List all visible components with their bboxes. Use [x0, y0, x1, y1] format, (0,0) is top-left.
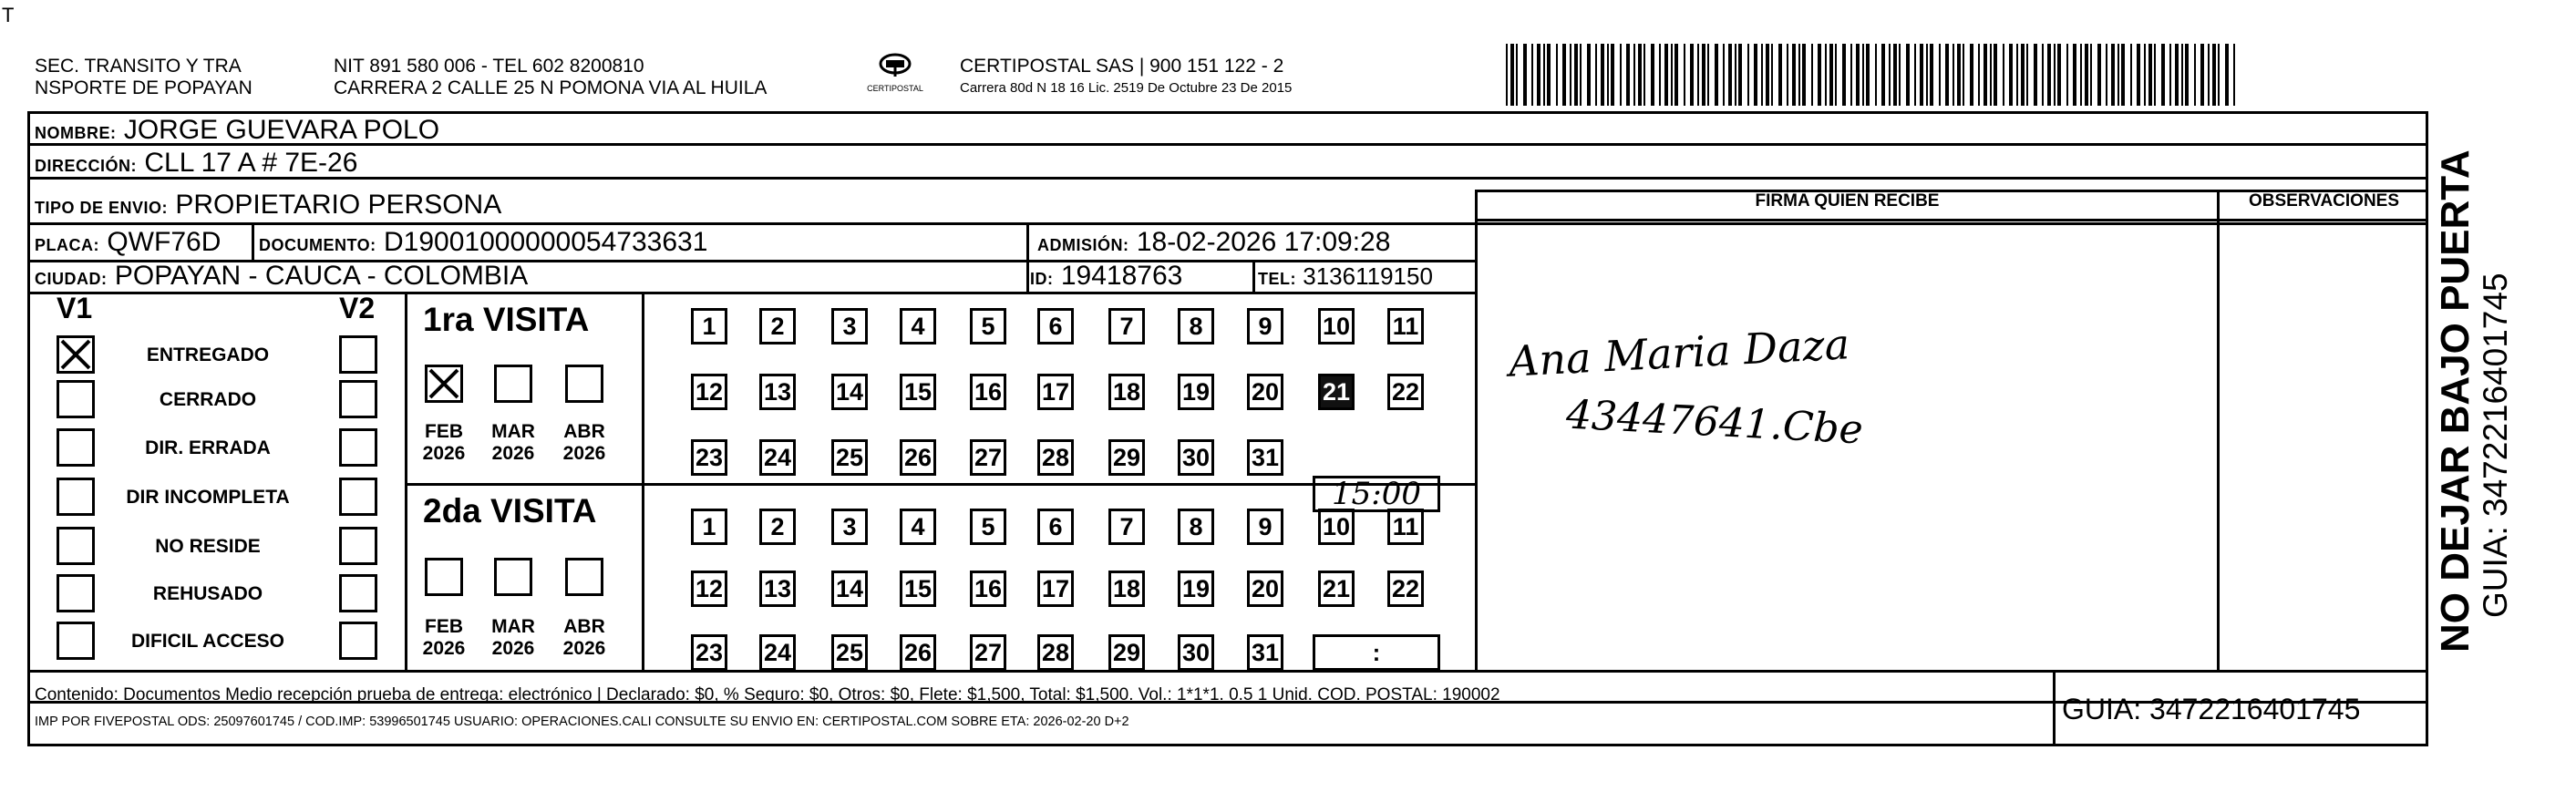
barcode-bar: [1984, 44, 1987, 106]
placa-value: QWF76D: [107, 227, 222, 257]
second-visit-month-abr[interactable]: [565, 558, 603, 596]
v2-checkbox-dir-incompleta[interactable]: [339, 478, 377, 516]
second-visit-title: 2da VISITA: [423, 492, 597, 530]
barcode-bar: [1651, 44, 1654, 106]
barcode-bar: [1659, 44, 1661, 106]
second-visit-day-3[interactable]: 3: [831, 509, 868, 545]
side-text: [2434, 149, 2514, 653]
barcode-bar: [2225, 44, 2229, 106]
barcode-bar: [1754, 44, 1757, 106]
first-visit-day-23[interactable]: 23: [691, 439, 727, 476]
first-visit-day-26[interactable]: 26: [900, 439, 936, 476]
barcode-bar: [2161, 44, 2165, 106]
ciudad-label: CIUDAD:: [35, 270, 108, 288]
status-label-entregado: ENTREGADO: [146, 344, 270, 365]
second-visit-day-27[interactable]: 27: [970, 634, 1006, 671]
second-visit-day-4[interactable]: 4: [900, 509, 936, 545]
barcode-bar: [2144, 44, 2146, 106]
barcode-bar: [1671, 44, 1673, 106]
second-visit-day-5[interactable]: 5: [970, 509, 1006, 545]
barcode-bar: [1787, 44, 1788, 106]
barcode-bar: [2026, 44, 2028, 106]
barcode-bar: [1607, 44, 1609, 106]
v1-checkbox-dir-errada[interactable]: [57, 428, 95, 467]
first-visit-day-20[interactable]: 20: [1247, 374, 1283, 410]
footer-contenido: Contenido: Documentos Medio recepción prueba de entrega: electrónico | Declarado: $0, % Seguro: $0, Otros: $0, Flete: $1,500, Total: $1,500. Vol.: 1*1*1. 0.5 1 Unid. COD. POSTAL: 190002: [35, 685, 1500, 704]
barcode-bar: [1574, 44, 1578, 106]
first-visit-day-27[interactable]: 27: [970, 439, 1006, 476]
second-visit-day-19[interactable]: 19: [1178, 571, 1214, 607]
first-visit-day-5[interactable]: 5: [970, 308, 1006, 344]
second-visit-day-6[interactable]: 6: [1037, 509, 1074, 545]
barcode-bar: [1595, 44, 1597, 106]
v2-checkbox-dificil-acceso[interactable]: [339, 622, 377, 660]
first-visit-day-3[interactable]: 3: [831, 308, 868, 344]
first-time-value: 15:00: [1332, 476, 1421, 512]
barcode-bar: [1506, 44, 1508, 106]
placa-label: PLACA:: [35, 236, 99, 254]
barcode-bar: [1543, 44, 1545, 106]
admision-row: [1037, 225, 1390, 262]
first-visit-day-6[interactable]: 6: [1037, 308, 1074, 344]
first-visit-day-7[interactable]: 7: [1108, 308, 1145, 344]
second-visit-day-13[interactable]: 13: [759, 571, 796, 607]
barcode-bar: [1523, 44, 1527, 106]
second-visit-day-15[interactable]: 15: [900, 571, 936, 607]
barcode-bar: [1957, 44, 1961, 106]
barcode-bar: [1771, 44, 1773, 106]
barcode-bar: [2185, 44, 2189, 106]
barcode-bar: [1697, 44, 1699, 106]
barcode-bar: [1893, 44, 1897, 106]
barcode-bar: [1738, 44, 1742, 106]
barcode-bar: [1690, 44, 1694, 106]
barcode-bar: [1798, 44, 1800, 106]
barcode-bar: [2073, 44, 2076, 106]
v2-header: V2: [339, 292, 376, 324]
barcode-bar: [1792, 44, 1796, 106]
barcode-bar: [1842, 44, 1846, 106]
signature-line-2: 43447641.Cbe: [1564, 391, 1864, 454]
barcode-bar: [1556, 44, 1558, 106]
barcode-bar: [2130, 44, 2132, 106]
barcode-bar: [2169, 44, 2171, 106]
first-visit-title: 1ra VISITA: [423, 301, 590, 338]
sender-line-1: SEC. TRANSITO Y TRA: [35, 56, 242, 77]
v2-checkbox-cerrado[interactable]: [339, 380, 377, 418]
second-time-value: :: [1372, 639, 1381, 666]
barcode-bar: [1580, 44, 1582, 106]
barcode: [1506, 44, 2244, 106]
barcode-bar: [1939, 44, 1941, 106]
first-visit-day-16[interactable]: 16: [970, 374, 1006, 410]
v1-checkbox-cerrado[interactable]: [57, 380, 95, 418]
placa-row: [35, 225, 221, 262]
status-label-dir-errada: DIR. ERRADA: [145, 437, 271, 458]
barcode-bar: [1570, 44, 1571, 106]
v2-checkbox-rehusado[interactable]: [339, 574, 377, 612]
second-visit-month-mar[interactable]: [494, 558, 532, 596]
status-label-no-reside: NO RESIDE: [155, 536, 261, 557]
certipostal-logo: [859, 47, 932, 102]
first-visit-day-14[interactable]: 14: [831, 374, 868, 410]
first-visit-day-30[interactable]: 30: [1178, 439, 1214, 476]
barcode-bar: [1856, 44, 1860, 106]
barcode-bar: [1920, 44, 1923, 106]
second-visit-day-21[interactable]: 21: [1318, 571, 1355, 607]
tipo-label: TIPO DE ENVIO:: [35, 199, 169, 217]
barcode-bar: [1811, 44, 1813, 106]
second-visit-day-25[interactable]: 25: [831, 634, 868, 671]
status-label-rehusado: REHUSADO: [152, 583, 263, 604]
barcode-bar: [1516, 44, 1518, 106]
first-visit-day-4[interactable]: 4: [900, 308, 936, 344]
id-row: [1030, 259, 1182, 296]
status-label-cerrado: CERRADO: [159, 389, 257, 410]
barcode-bar: [2080, 44, 2082, 106]
second-visit-day-11[interactable]: 11: [1387, 509, 1424, 545]
side-guia: GUIA: 3472216401745: [2477, 272, 2514, 618]
v1-checkbox-rehusado[interactable]: [57, 574, 95, 612]
barcode-bar: [2175, 44, 2179, 106]
barcode-bar: [2194, 44, 2196, 106]
first-visit-month-label: FEB 2026: [422, 421, 466, 464]
tipo-row: [35, 188, 501, 225]
barcode-bar: [1684, 44, 1685, 106]
barcode-bar: [2090, 44, 2092, 106]
second-visit-day-12[interactable]: 12: [691, 571, 727, 607]
signature-line-1: Ana Maria Daza: [1507, 319, 1851, 386]
second-visit-day-9[interactable]: 9: [1247, 509, 1283, 545]
documento-value: D19001000000054733631: [384, 227, 708, 257]
barcode-bar: [1510, 44, 1514, 106]
nombre-value: JORGE GUEVARA POLO: [123, 115, 440, 145]
first-visit-day-21[interactable]: 21: [1318, 374, 1355, 410]
first-visit-day-28[interactable]: 28: [1037, 439, 1074, 476]
barcode-bar: [1547, 44, 1551, 106]
barcode-bar: [1970, 44, 1973, 106]
barcode-bar: [2009, 44, 2013, 106]
firma-header: FIRMA QUIEN RECIBE: [1755, 191, 1940, 211]
first-visit-day-18[interactable]: 18: [1108, 374, 1145, 410]
top-mark: T: [2, 4, 15, 26]
second-visit-day-2[interactable]: 2: [759, 509, 796, 545]
second-visit-day-1[interactable]: 1: [691, 509, 727, 545]
second-visit-day-16[interactable]: 16: [970, 571, 1006, 607]
barcode-bar: [1899, 44, 1901, 106]
barcode-bar: [1994, 44, 1997, 106]
first-visit-day-13[interactable]: 13: [759, 374, 796, 410]
first-visit-day-31[interactable]: 31: [1247, 439, 1283, 476]
barcode-bar: [2097, 44, 2101, 106]
barcode-bar: [1889, 44, 1891, 106]
side-warning: NO DEJAR BAJO PUERTA: [2433, 149, 2478, 653]
company-line: CERTIPOSTAL SAS | 900 151 122 - 2: [960, 56, 1284, 77]
first-visit-day-24[interactable]: 24: [759, 439, 796, 476]
barcode-bar: [1862, 44, 1864, 106]
second-visit-day-26[interactable]: 26: [900, 634, 936, 671]
second-visit-day-8[interactable]: 8: [1178, 509, 1214, 545]
footer-imp: IMP POR FIVEPOSTAL ODS: 25097601745 / COD.IMP: 53996501745 USUARIO: OPERACIONES.CALI CONSULTE SU ENVIO EN: CERTIPOSTAL.COM SOBRE ETA: 2026-02-20 D+2: [35, 715, 1129, 729]
barcode-bar: [2021, 44, 2025, 106]
second-visit-day-20[interactable]: 20: [1247, 571, 1283, 607]
barcode-bar: [1835, 44, 1837, 106]
barcode-bar: [1674, 44, 1678, 106]
barcode-bar: [2117, 44, 2119, 106]
status-label-dir-incompleta: DIR INCOMPLETA: [126, 487, 290, 508]
second-visit-month-label: MAR 2026: [491, 616, 535, 659]
second-visit-day-17[interactable]: 17: [1037, 571, 1074, 607]
barcode-bar: [1620, 44, 1622, 106]
barcode-bar: [2137, 44, 2140, 106]
barcode-bar: [1702, 44, 1705, 106]
barcode-bar: [1930, 44, 1933, 106]
sender-line-2: NSPORTE DE POPAYAN: [35, 77, 252, 98]
barcode-bar: [2208, 44, 2210, 106]
barcode-bar: [1778, 44, 1782, 106]
nit-line: NIT 891 580 006 - TEL 602 8200810: [334, 56, 644, 77]
barcode-bar: [1587, 44, 1591, 106]
barcode-bar: [1715, 44, 1718, 106]
first-visit-day-19[interactable]: 19: [1178, 374, 1214, 410]
barcode-bar: [1723, 44, 1725, 106]
tel-value: 3136119150: [1303, 262, 1433, 290]
barcode-bar: [1664, 44, 1668, 106]
first-visit-month-label: MAR 2026: [491, 421, 535, 464]
v1-checkbox-dificil-acceso[interactable]: [57, 622, 95, 660]
documento-row: [259, 225, 707, 262]
first-visit-month-label: ABR 2026: [562, 421, 606, 464]
second-visit-day-22[interactable]: 22: [1387, 571, 1424, 607]
second-visit-month-feb[interactable]: [425, 558, 463, 596]
barcode-bar: [1728, 44, 1732, 106]
direccion-row: [35, 146, 357, 183]
first-visit-time[interactable]: [1313, 476, 1440, 512]
barcode-bar: [2154, 44, 2156, 106]
barcode-bar: [1735, 44, 1736, 106]
check-x-icon: [428, 367, 460, 400]
nombre-label: NOMBRE:: [35, 124, 117, 142]
tel-row: [1258, 259, 1433, 296]
status-label-dificil-acceso: DIFICIL ACCESO: [130, 631, 284, 652]
first-visit-month-mar[interactable]: [494, 365, 532, 403]
barcode-bar: [1638, 44, 1642, 106]
address-line: CARRERA 2 CALLE 25 N POMONA VIA AL HUILA: [334, 77, 768, 98]
first-visit-month-abr[interactable]: [565, 365, 603, 403]
barcode-bar: [1766, 44, 1769, 106]
direccion-label: DIRECCIÓN:: [35, 157, 137, 175]
barcode-bar: [1802, 44, 1806, 106]
second-visit-day-18[interactable]: 18: [1108, 571, 1145, 607]
barcode-bar: [1633, 44, 1635, 106]
ciudad-row: [35, 259, 528, 296]
barcode-bar: [1866, 44, 1870, 106]
barcode-bar: [2042, 44, 2044, 106]
second-visit-month-label: ABR 2026: [562, 616, 606, 659]
first-visit-day-10[interactable]: 10: [1318, 308, 1355, 344]
barcode-bar: [2181, 44, 2183, 106]
barcode-bar: [2057, 44, 2061, 106]
v2-checkbox-entregado[interactable]: [339, 335, 377, 374]
first-visit-month-feb[interactable]: [425, 365, 463, 403]
barcode-bar: [2034, 44, 2037, 106]
first-visit-day-12[interactable]: 12: [691, 374, 727, 410]
barcode-bar: [2148, 44, 2152, 106]
barcode-bar: [1626, 44, 1630, 106]
admision-label: ADMISIÓN:: [1037, 236, 1129, 254]
id-value: 19418763: [1060, 261, 1183, 291]
first-visit-day-25[interactable]: 25: [831, 439, 868, 476]
first-visit-day-15[interactable]: 15: [900, 374, 936, 410]
barcode-bar: [2218, 44, 2220, 106]
second-visit-day-31[interactable]: 31: [1247, 634, 1283, 671]
second-visit-day-7[interactable]: 7: [1108, 509, 1145, 545]
first-visit-day-9[interactable]: 9: [1247, 308, 1283, 344]
first-visit-day-11[interactable]: 11: [1387, 308, 1424, 344]
tel-label: TEL:: [1258, 270, 1296, 288]
first-visit-day-17[interactable]: 17: [1037, 374, 1074, 410]
barcode-bar: [2212, 44, 2216, 106]
footer-guia: GUIA: 3472216401745: [2062, 693, 2361, 725]
v1-header: V1: [57, 292, 93, 324]
barcode-bar: [2106, 44, 2107, 106]
barcode-bar: [2054, 44, 2056, 106]
barcode-bar: [1537, 44, 1540, 106]
barcode-bar: [1747, 44, 1749, 106]
barcode-bar: [1761, 44, 1763, 106]
barcode-bar: [1906, 44, 1910, 106]
barcode-bar: [1926, 44, 1928, 106]
first-visit-day-22[interactable]: 22: [1387, 374, 1424, 410]
barcode-bar: [1978, 44, 1980, 106]
barcode-bar: [1531, 44, 1533, 106]
barcode-bar: [2111, 44, 2115, 106]
second-visit-day-30[interactable]: 30: [1178, 634, 1214, 671]
barcode-bar: [1914, 44, 1916, 106]
barcode-bar: [1963, 44, 1964, 106]
documento-label: DOCUMENTO:: [259, 236, 376, 254]
first-visit-day-2[interactable]: 2: [759, 308, 796, 344]
v1-checkbox-no-reside[interactable]: [57, 527, 95, 565]
second-visit-time[interactable]: [1313, 634, 1440, 671]
second-visit-month-label: FEB 2026: [422, 616, 466, 659]
direccion-value: CLL 17 A # 7E-26: [144, 148, 358, 178]
barcode-bar: [1850, 44, 1852, 106]
barcode-bar: [1818, 44, 1821, 106]
id-label: ID:: [1030, 270, 1054, 288]
admision-value: 18-02-2026 17:09:28: [1136, 227, 1391, 257]
v1-checkbox-entregado[interactable]: [57, 335, 95, 374]
v2-checkbox-no-reside[interactable]: [339, 527, 377, 565]
v1-checkbox-dir-incompleta[interactable]: [57, 478, 95, 516]
barcode-bar: [1643, 44, 1645, 106]
barcode-bar: [1953, 44, 1954, 106]
second-visit-day-14[interactable]: 14: [831, 571, 868, 607]
barcode-bar: [2066, 44, 2068, 106]
barcode-bar: [1707, 44, 1709, 106]
check-x-icon: [59, 338, 92, 371]
barcode-bar: [1945, 44, 1949, 106]
barcode-bar: [1825, 44, 1827, 106]
barcode-bar: [1875, 44, 1877, 106]
barcode-bar: [2121, 44, 2125, 106]
barcode-bar: [2047, 44, 2051, 106]
first-visit-day-29[interactable]: 29: [1108, 439, 1145, 476]
company-address: Carrera 80d N 18 16 Lic. 2519 De Octubre 23 De 2015: [960, 80, 1293, 96]
barcode-bar: [1829, 44, 1833, 106]
barcode-bar: [2085, 44, 2088, 106]
barcode-bar: [1881, 44, 1885, 106]
barcode-bar: [1990, 44, 1992, 106]
barcode-bar: [2016, 44, 2018, 106]
logo-text: CERTIPOSTAL: [867, 84, 923, 93]
second-visit-day-28[interactable]: 28: [1037, 634, 1074, 671]
barcode-bar: [1611, 44, 1614, 106]
first-visit-day-8[interactable]: 8: [1178, 308, 1214, 344]
barcode-bar: [2003, 44, 2004, 106]
ciudad-value: POPAYAN - CAUCA - COLOMBIA: [114, 261, 529, 291]
observaciones-header: OBSERVACIONES: [2248, 191, 2400, 211]
v2-checkbox-dir-errada[interactable]: [339, 428, 377, 467]
tipo-value: PROPIETARIO PERSONA: [175, 190, 502, 220]
barcode-bar: [2233, 44, 2235, 106]
second-visit-day-23[interactable]: 23: [691, 634, 727, 671]
nombre-row: [35, 113, 439, 150]
second-visit-day-10[interactable]: 10: [1318, 509, 1355, 545]
barcode-bar: [1562, 44, 1566, 106]
second-visit-day-24[interactable]: 24: [759, 634, 796, 671]
first-visit-day-1[interactable]: 1: [691, 308, 727, 344]
second-visit-day-29[interactable]: 29: [1108, 634, 1145, 671]
barcode-bar: [1601, 44, 1604, 106]
barcode-bar: [2200, 44, 2204, 106]
